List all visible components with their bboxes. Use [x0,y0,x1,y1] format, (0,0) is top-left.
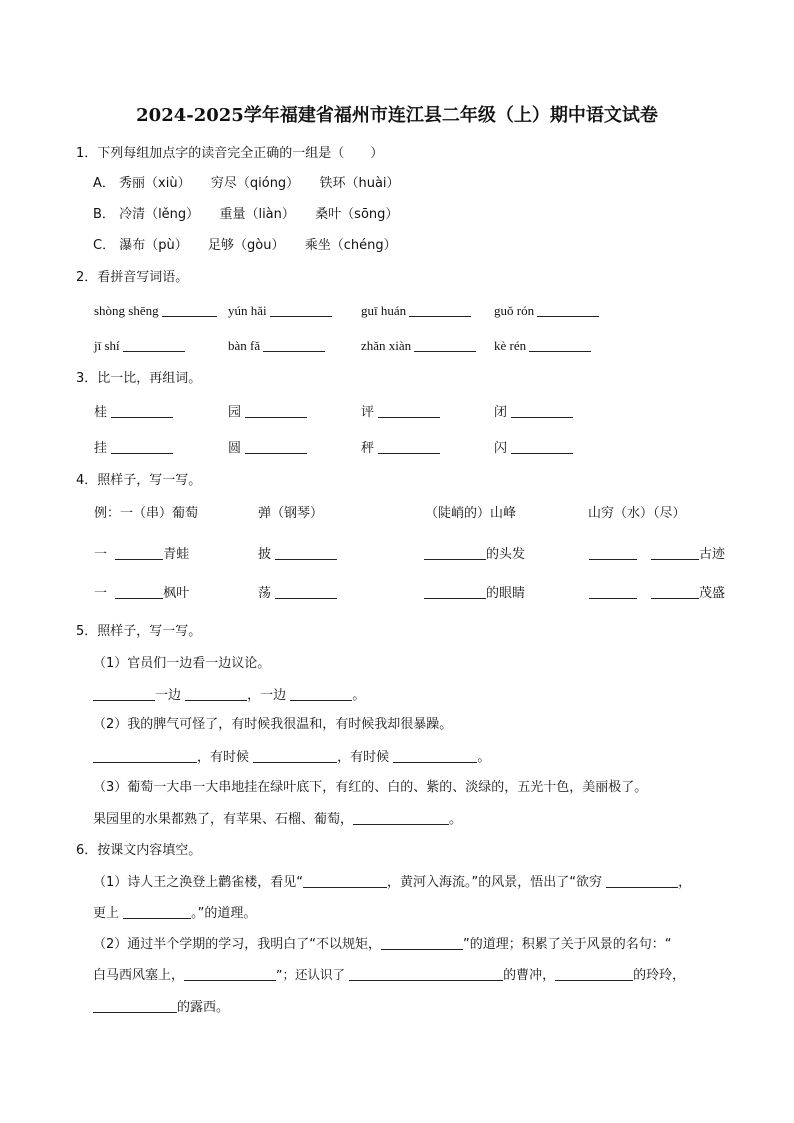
option-item: 重量（liàn） [219,207,295,222]
example-text: 例：一（串）葡萄 [94,506,199,521]
answer-blank[interactable] [589,545,637,560]
answer-blank[interactable] [511,403,573,418]
option-item: 乘坐（chéng） [304,238,397,253]
page-title: 2024-2025学年福建省福州市连江县二年级（上）期中语文试卷 [136,105,658,126]
pinyin-item: guī huán [361,302,471,320]
compare-item: 秤 [361,439,440,458]
compare-item: 闪 [494,439,573,458]
option-item: 足够（gòu） [208,238,285,253]
answer-blank[interactable] [651,545,699,560]
answer-blank[interactable] [424,584,486,599]
fill-item: 一 枫叶 [94,586,190,601]
question-6-stem: 6．按课文内容填空。 [76,843,202,858]
option-item: 穷尽（qióng） [210,176,300,191]
question-3-stem: 3．比一比，再组词。 [76,371,202,386]
fill-line: （1）诗人王之涣登上鹳雀楼，看见“ ，黄河入海流。”的风景，悟出了“欲穷 ， [93,875,692,890]
fill-item: 披 [258,545,337,564]
answer-blank[interactable] [290,686,352,701]
option-item: 冷清（lěng） [119,207,200,222]
question-5-stem: 5．照样子，写一写。 [76,624,202,639]
answer-blank[interactable] [111,439,173,454]
q1-option-c[interactable] [93,237,397,255]
pinyin-item: kè rén [494,337,591,355]
answer-blank[interactable] [537,302,599,317]
option-item: 铁环（huài） [319,176,400,191]
answer-blank[interactable] [245,439,307,454]
answer-blank[interactable] [263,337,325,352]
answer-blank[interactable] [381,935,463,950]
answer-blank[interactable] [111,403,173,418]
answer-blank[interactable] [245,403,307,418]
answer-blank[interactable] [393,748,477,763]
answer-blank[interactable] [93,686,155,701]
answer-blank[interactable] [275,584,337,599]
fill-item: 的眼睛 [424,584,525,603]
answer-blank[interactable] [275,545,337,560]
example-text: 弹（钢琴） [258,506,324,521]
answer-blank[interactable] [589,584,637,599]
pinyin-item: yún hǎi [228,302,332,320]
fill-item: 荡 [258,584,337,603]
pinyin-item: shòng shēng [94,302,217,320]
answer-blank[interactable] [123,337,185,352]
answer-blank[interactable] [270,302,332,317]
answer-blank[interactable] [349,966,503,981]
option-item: 桑叶（sōng） [315,207,399,222]
answer-blank[interactable] [511,439,573,454]
answer-blank[interactable] [185,686,247,701]
option-item: 秀丽（xiù） [119,176,191,191]
sample-sentence: （1）官员们一边看一边议论。 [93,656,271,671]
compare-item: 评 [361,403,440,422]
answer-blank[interactable] [93,998,177,1013]
answer-blank[interactable] [93,748,197,763]
answer-blank[interactable] [123,904,191,919]
answer-blank[interactable] [378,403,440,418]
answer-blank[interactable] [353,810,449,825]
option-label: A． [93,176,115,191]
compare-item: 挂 [94,439,173,458]
compare-item: 圆 [228,439,307,458]
answer-blank[interactable] [115,545,163,560]
example-text: （陡峭的）山峰 [425,506,517,521]
q1-option-a[interactable] [93,175,400,193]
fill-line: 白马西风塞上， ”；还认识了 的曹冲， 的玲玲， [93,967,686,983]
compare-item: 园 [228,403,307,422]
pinyin-item: zhǎn xiàn [361,337,476,355]
fill-item: 的头发 [424,545,525,564]
pinyin-item: guǒ rón [494,302,599,320]
answer-blank[interactable] [606,873,678,888]
question-2-stem: 2．看拼音写词语。 [76,270,189,285]
answer-blank[interactable] [414,337,476,352]
option-label: B． [93,207,115,222]
compare-item: 闭 [494,403,573,422]
fill-line: ，有时候 ，有时候 。 [93,748,490,767]
fill-line: 一边 ，一边 。 [93,686,365,705]
answer-blank[interactable] [378,439,440,454]
fill-line: 果园里的水果都熟了，有苹果、石榴、葡萄， 。 [93,812,463,827]
answer-blank[interactable] [184,966,276,981]
sample-sentence: （2）我的脾气可怪了，有时候我很温和，有时候我却很暴躁。 [93,717,453,732]
answer-blank[interactable] [409,302,471,317]
answer-blank[interactable] [115,584,163,599]
sample-sentence: （3）葡萄一大串一大串地挂在绿叶底下，有红的、白的、紫的、淡绿的，五光十色，美丽极了。 [93,780,648,795]
answer-blank[interactable] [303,873,387,888]
q1-option-b[interactable] [93,206,398,224]
compare-item: 桂 [94,403,173,422]
option-label: C． [93,238,116,253]
fill-item: 茂盛 [589,584,725,603]
answer-blank[interactable] [162,302,217,317]
answer-blank[interactable] [529,337,591,352]
option-item: 瀑布（pù） [119,238,188,253]
fill-line: 的露西。 [93,998,229,1017]
pinyin-item: jī shí [94,337,185,355]
answer-blank[interactable] [651,584,699,599]
answer-blank[interactable] [424,545,486,560]
fill-line: （2）通过半个学期的学习，我明白了“不以规矩， ”的道理；积累了关于风景的名句：“ [93,937,672,952]
question-4-stem: 4．照样子，写一写。 [76,473,202,488]
question-1-stem: 1．下列每组加点字的读音完全正确的一组是（ ） [76,146,384,161]
answer-blank[interactable] [555,966,633,981]
pinyin-item: bàn fǎ [228,337,325,355]
fill-item: 一 青蛙 [94,547,190,562]
example-text: 山穷（水）（尽） [588,506,686,521]
fill-line: 更上 。”的道理。 [93,906,257,921]
answer-blank[interactable] [253,748,337,763]
fill-item: 古迹 [589,545,725,564]
